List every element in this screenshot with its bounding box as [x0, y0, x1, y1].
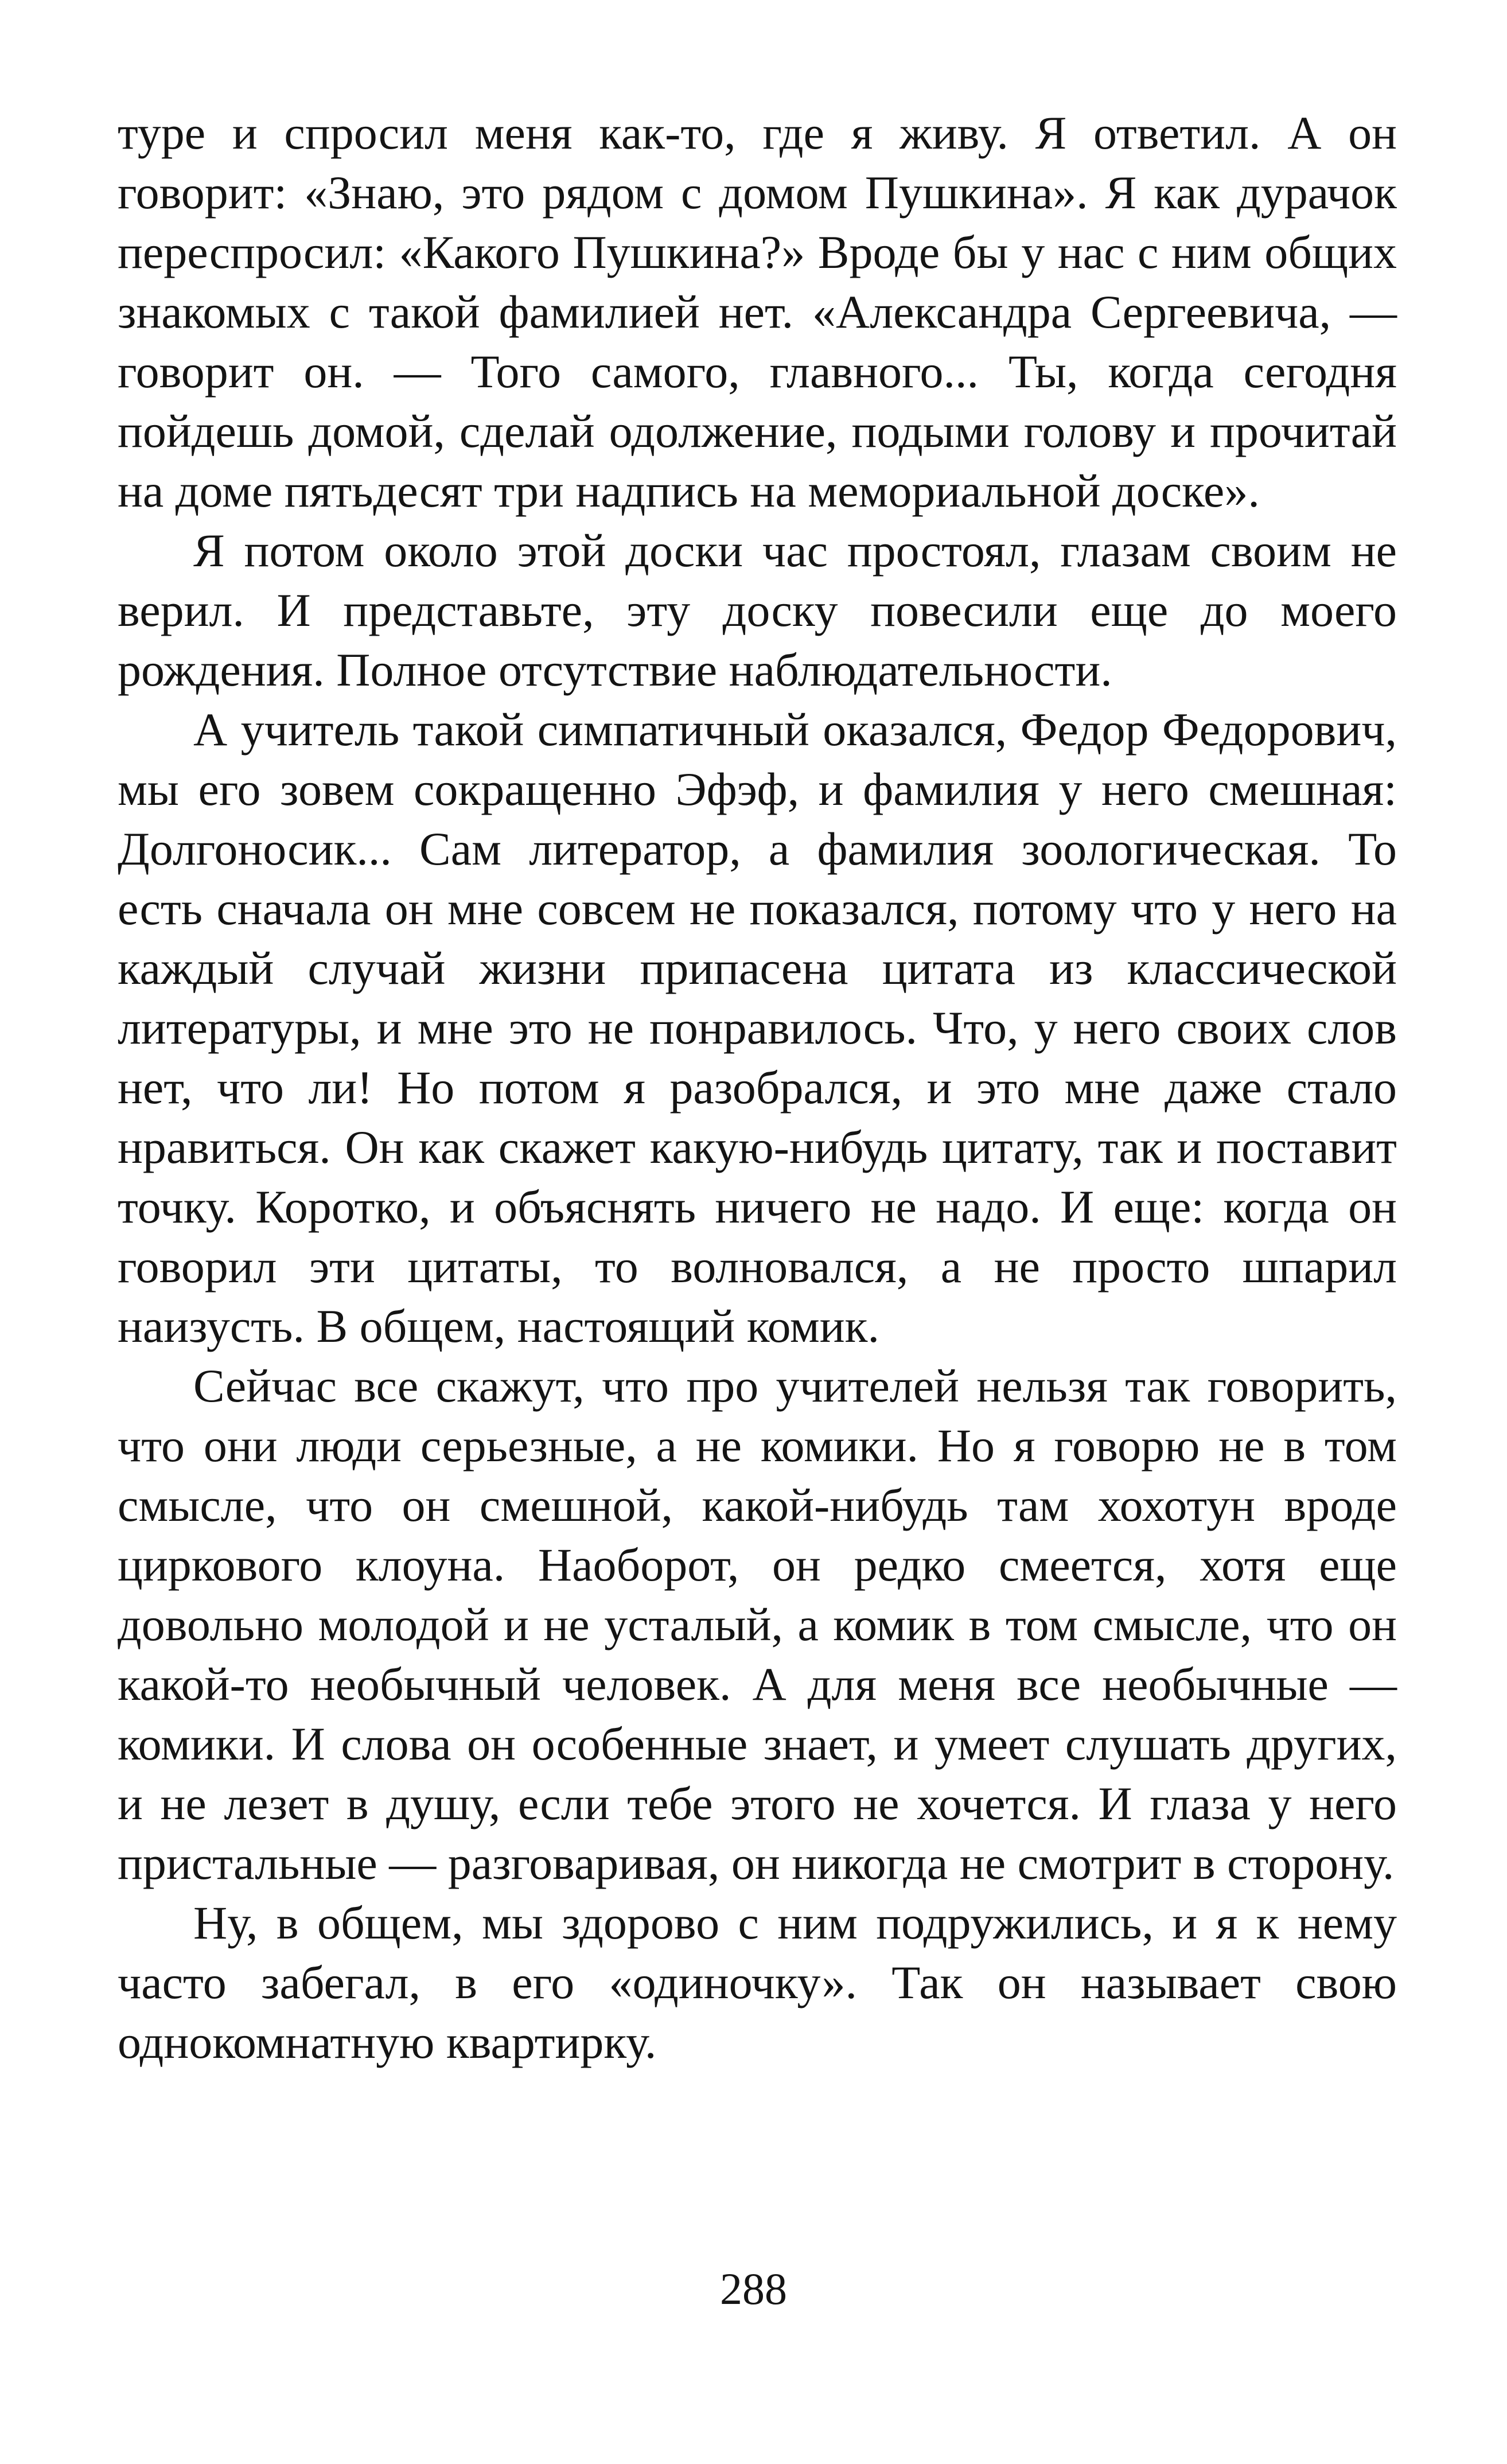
- paragraph: А учитель такой симпатичный оказался, Федор Федорович, мы его зовем сокращенно Эфэф, и фамилия у него смешная: Долгоносик... Сам литератор, а фамилия зоологическая. То есть сначала он мне совсем не показался, потому что у него на каждый случай жизни припасена цитата из классической литературы, и мне это не понравилось. Что, у него своих слов нет, что ли! Но потом я разобрался, и это мне даже стало нравиться. Он как скажет какую-нибудь цитату, так и поставит точку. Коротко, и объяснять ничего не надо. И еще: когда он говорил эти цитаты, то волновался, а не просто шпарил наизусть. В общем, настоящий комик.: [118, 703, 1397, 1352]
- page-number: 288: [720, 2264, 787, 2314]
- paragraph: Сейчас все скажут, что про учителей нельзя так говорить, что они люди серьезные, а не комики. Но я говорю не в том смысле, что он смешной, какой-нибудь там хохотун вроде циркового клоуна. Наоборот, он редко смеется, хотя еще довольно молодой и не усталый, а комик в том смысле, что он какой-то необычный человек. А для меня все необычные — комики. И слова он особенные знает, и умеет слушать других, и не лезет в душу, если тебе этого не хочется. И глаза у него пристальные — разговаривая, он никогда не смотрит в сторону.: [118, 1360, 1397, 1889]
- page-body: [118, 103, 1397, 2072]
- paragraph: Я потом около этой доски час простоял, глазам своим не верил. И представьте, эту доску повесили еще до моего рождения. Полное отсутствие наблюдательности.: [118, 524, 1397, 696]
- paragraph-continued: туре и спросил меня как-то, где я живу. Я ответил. А он говорит: «Знаю, это рядом с домом Пушкина». Я как дурачок переспросил: «Какого Пушкина?» Вроде бы у нас с ним общих знакомых с такой фамилией нет. «Александра Сергеевича, — говорит он. — Того самого, главного... Ты, когда сегодня пойдешь домой, сделай одолжение, подыми голову и прочитай на доме пятьдесят три надпись на мемориальной доске».: [118, 107, 1397, 517]
- paragraph: Ну, в общем, мы здорово с ним подружились, и я к нему часто забегал, в его «одиночку». Так он называет свою однокомнатную квартирку.: [118, 1897, 1397, 2068]
